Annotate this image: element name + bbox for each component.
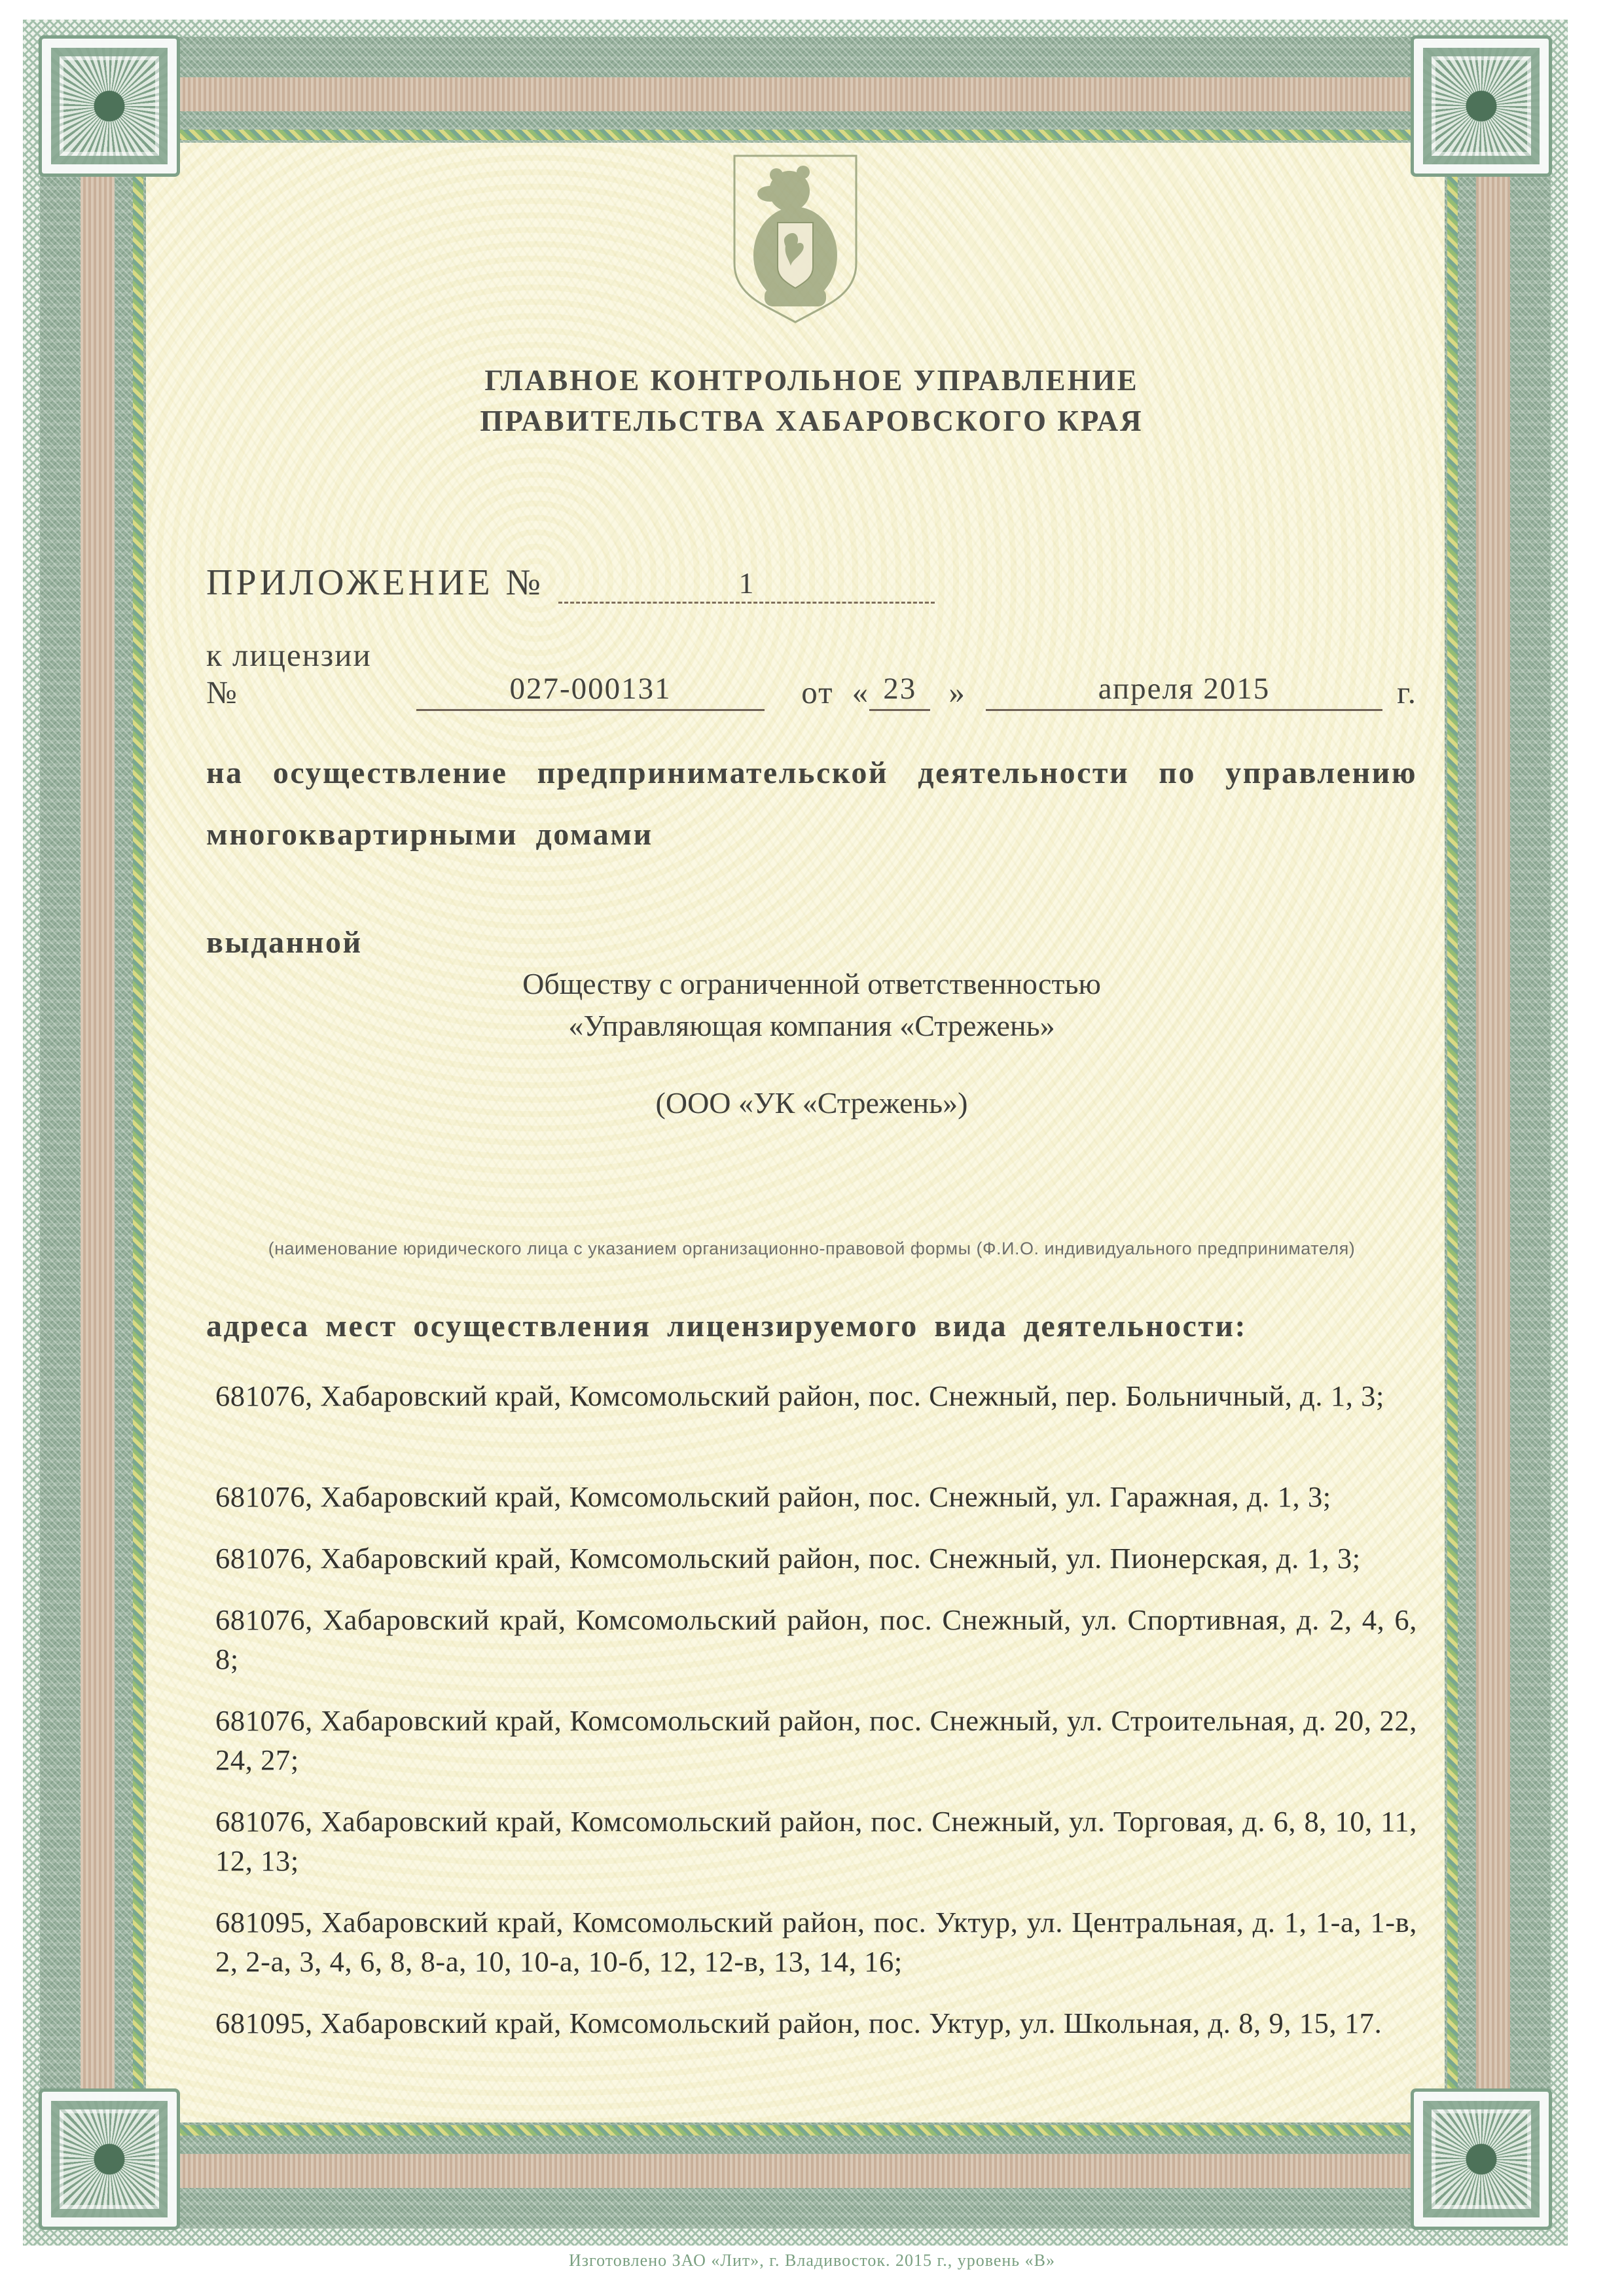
issued-to-label: выданной: [206, 925, 363, 960]
address-item: 681095, Хабаровский край, Комсомольский район, пос. Уктур, ул. Школьная, д. 8, 9, 15, 17.: [215, 2007, 1382, 2039]
addresses-list: [206, 1376, 1417, 2065]
coat-of-arms-icon: [727, 151, 864, 326]
company-name: «Управляющая компания «Стрежень»: [568, 1009, 1055, 1042]
license-from-word: от: [801, 674, 834, 710]
rosette-corner-bottom-left: [39, 2088, 180, 2230]
addresses-heading: адреса мест осуществления лицензируемого вида деятельности:: [206, 1309, 1247, 1343]
rosette-corner-top-left: [39, 35, 180, 177]
year-suffix: г.: [1397, 674, 1417, 710]
address-item: 681076, Хабаровский край, Комсомольский район, пос. Снежный, ул. Торговая, д. 6, 8, 10, 11, 12, 13;: [215, 1805, 1417, 1877]
quote-close: »: [948, 674, 966, 710]
address-item: 681095, Хабаровский край, Комсомольский район, пос. Уктур, ул. Центральная, д. 1, 1-а, 1-в, 2, 2-а, 3, 4, 6, 8, 8-а, 10, 10-а, 10-б, 12, 12-в, 13, 14, 16;: [215, 1906, 1417, 1978]
appendix-number-value: 1: [738, 566, 755, 600]
license-row: [206, 637, 1417, 711]
license-prefix: к лицензии №: [206, 637, 372, 710]
address-item: 681076, Хабаровский край, Комсомольский район, пос. Снежный, ул. Пионерская, д. 1, 3;: [215, 1542, 1361, 1575]
company-legal-form: Обществу с ограниченной ответственностью: [522, 967, 1101, 1000]
license-day-field: [869, 673, 930, 711]
appendix-number-field: [558, 568, 935, 604]
printer-fineprint: Изготовлено ЗАО «Лит», г. Владивосток. 2015 г., уровень «В»: [569, 2251, 1055, 2270]
license-number-field: [416, 673, 765, 711]
appendix-label: ПРИЛОЖЕНИЕ №: [206, 562, 544, 603]
company-short-name: (ООО «УК «Стрежень»): [655, 1086, 968, 1120]
rosette-corner-bottom-right: [1411, 2088, 1552, 2230]
address-item: 681076, Хабаровский край, Комсомольский район, пос. Снежный, ул. Гаражная, д. 1, 3;: [215, 1480, 1331, 1513]
rosette-corner-top-right: [1411, 35, 1552, 177]
address-item: 681076, Хабаровский край, Комсомольский район, пос. Снежный, ул. Спортивная, д. 2, 4, 6, 8;: [215, 1603, 1417, 1675]
appendix-row: [206, 541, 935, 604]
license-month-year-value: апреля 2015: [1098, 671, 1271, 706]
license-number-value: 027-000131: [509, 671, 672, 706]
document-content: [206, 20, 1417, 2246]
legal-name-caption: (наименование юридического лица с указанием организационно-правовой формы (Ф.И.О. индивидуального предпринимателя): [268, 1239, 1356, 1258]
quote-open: «: [852, 674, 870, 710]
authority-line-1: ГЛАВНОЕ КОНТРОЛЬНОЕ УПРАВЛЕНИЕ: [484, 364, 1139, 397]
address-item: 681076, Хабаровский край, Комсомольский район, пос. Снежный, ул. Строительная, д. 20, 22, 24, 27;: [215, 1704, 1417, 1776]
address-item: 681076, Хабаровский край, Комсомольский район, пос. Снежный, пер. Больничный, д. 1, 3;: [215, 1379, 1384, 1412]
license-day-value: 23: [883, 671, 917, 706]
issuing-authority-title: [206, 360, 1417, 441]
security-border-frame: [23, 20, 1568, 2246]
license-month-year-field: [986, 673, 1382, 711]
authority-line-2: ПРАВИТЕЛЬСТВА ХАБАРОВСКОГО КРАЯ: [480, 405, 1144, 437]
license-subject-text: на осуществление предпринимательской деятельности по управлению многоквартирными домами: [206, 756, 1417, 852]
